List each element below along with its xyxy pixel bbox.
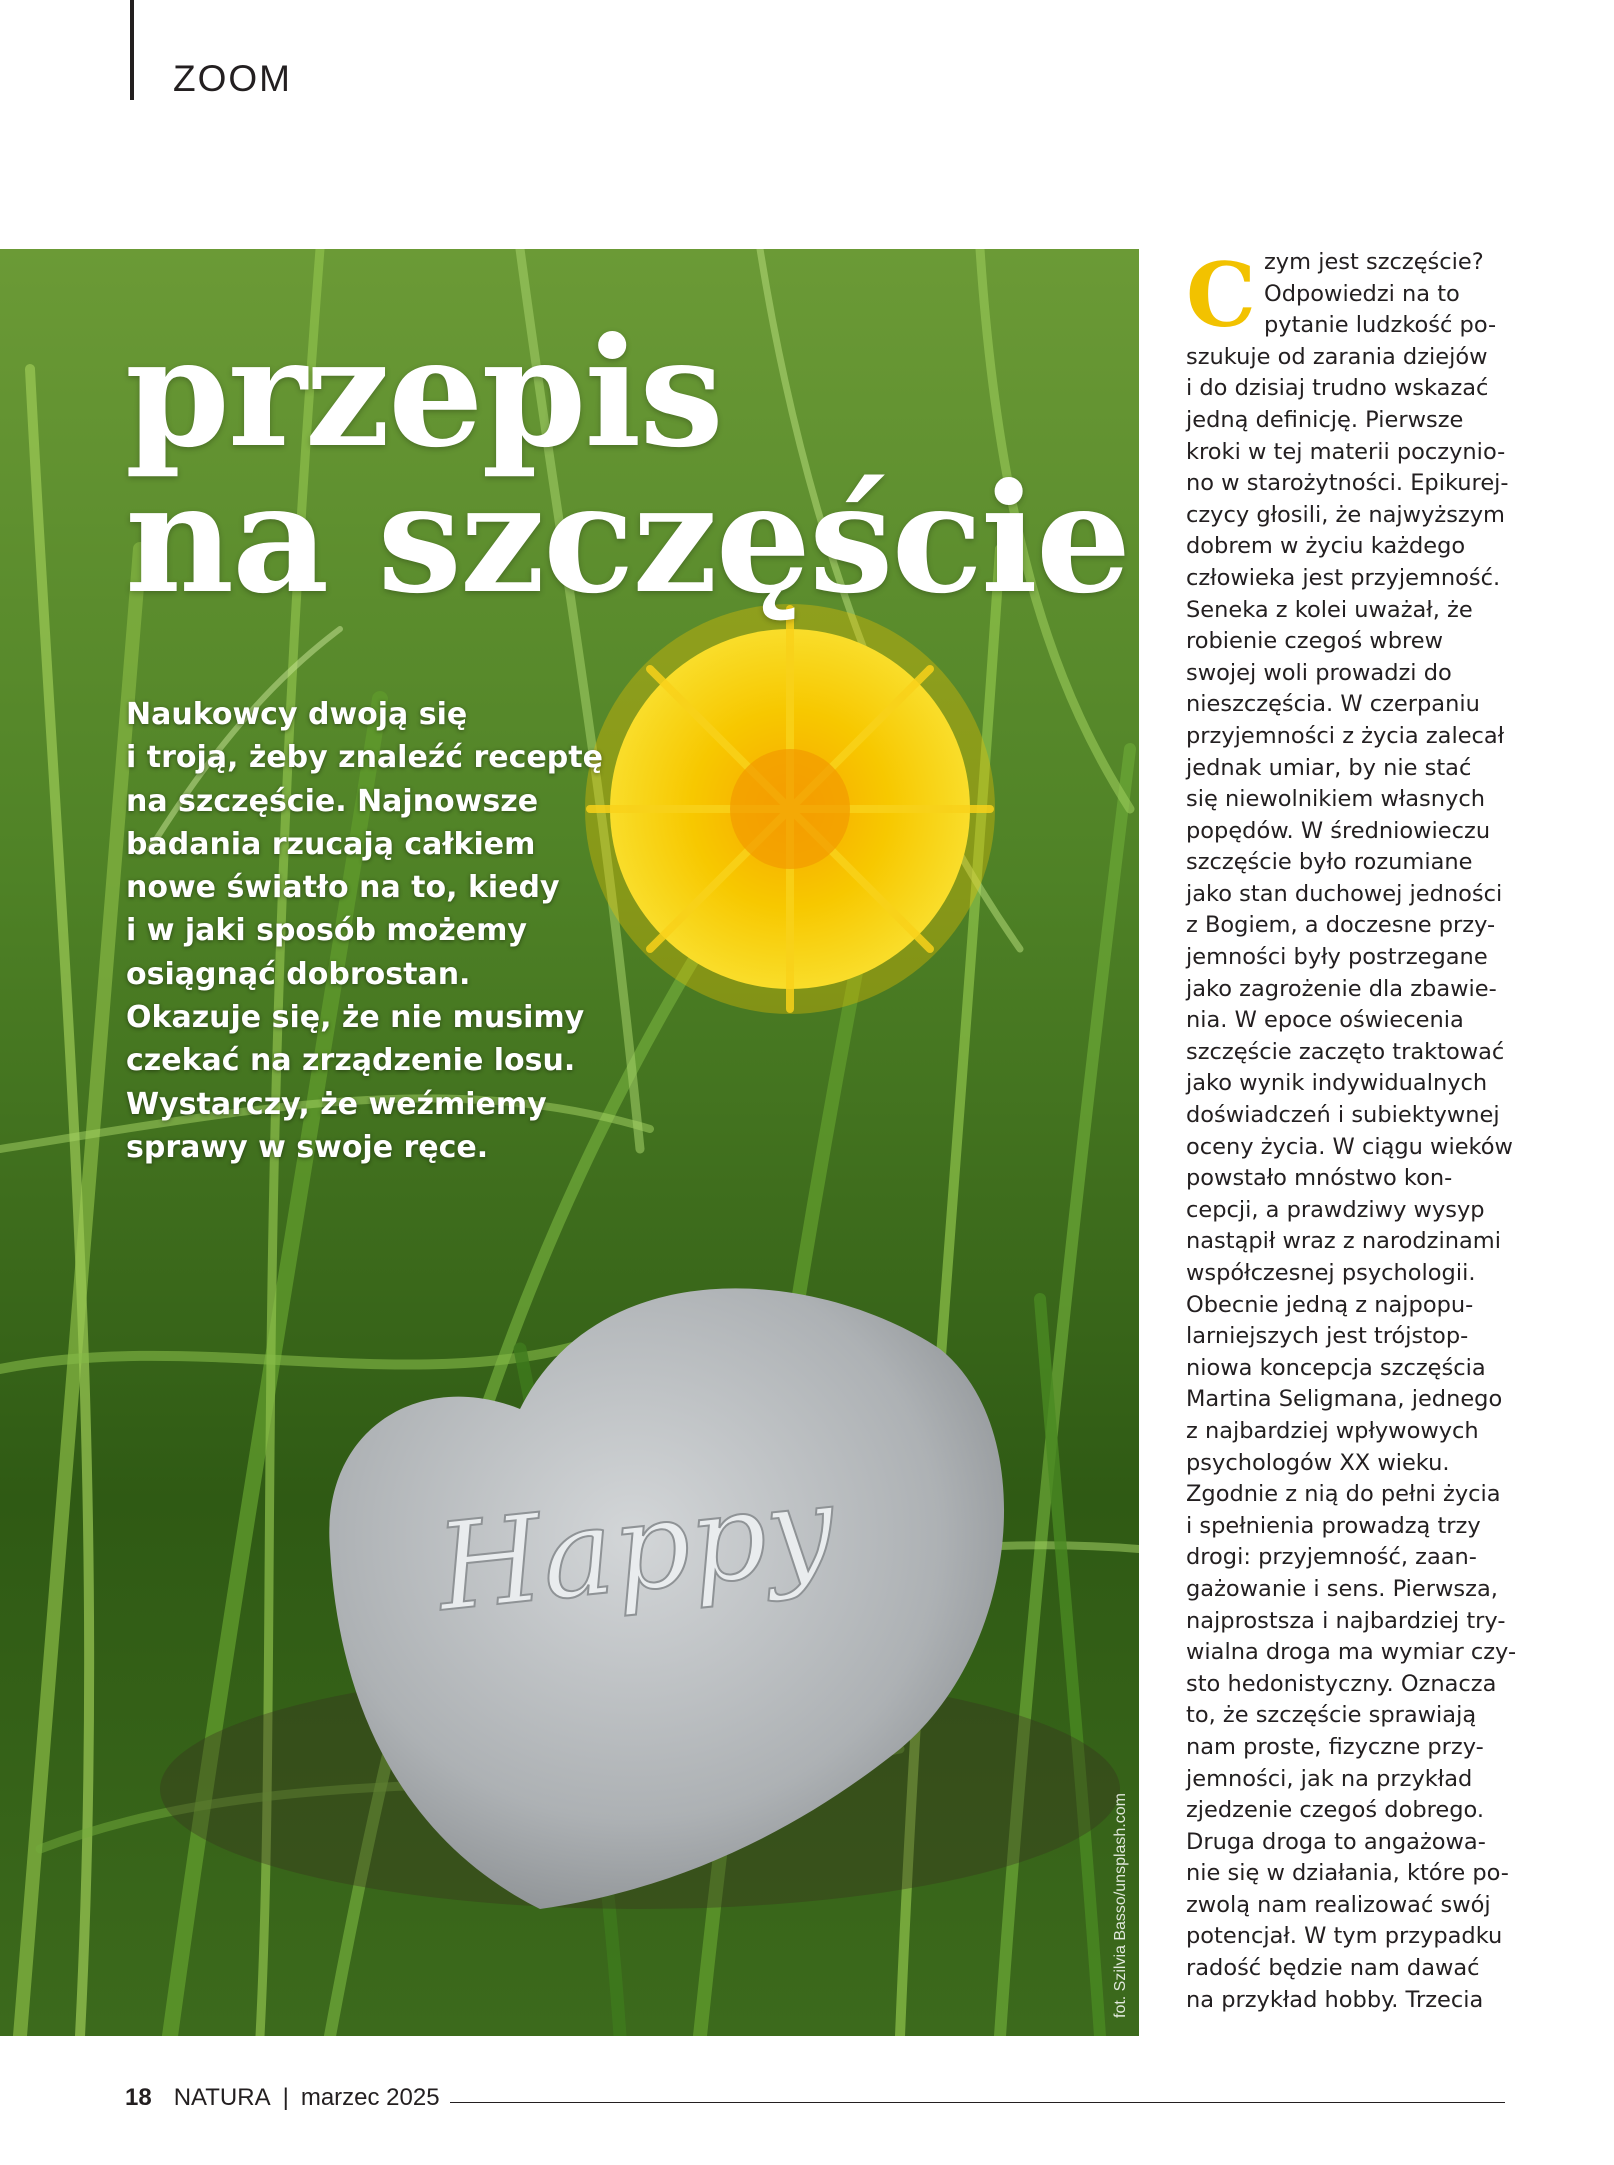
body-line: się niewolnikiem własnych [1186, 786, 1485, 813]
body-line: nia. W epoce oświecenia [1186, 1007, 1464, 1034]
body-line: i spełnienia prowadzą trzy [1186, 1512, 1481, 1539]
body-line: czycy głosili, że najwyższym [1186, 501, 1505, 528]
issue-date: marzec 2025 [300, 2084, 440, 2111]
lead-line: badania rzucają całkiem [126, 826, 536, 862]
body-line: jedną definicję. Pierwsze [1186, 406, 1464, 433]
body-line: na przykład hobby. Trzecia [1186, 1986, 1484, 2013]
body-line: jako stan duchowej jedności [1186, 880, 1503, 907]
body-line: niowa koncepcja szczęścia [1186, 1354, 1486, 1381]
body-line: gażowanie i sens. Pierwsza, [1186, 1575, 1498, 1602]
headline [125, 305, 1130, 627]
body-line: potencjał. W tym przypadku [1186, 1923, 1503, 1950]
body-line: nastąpił wraz z narodzinami [1186, 1228, 1501, 1255]
page-number: 18 [125, 2084, 152, 2111]
lead-line: sprawy w swoje ręce. [126, 1129, 489, 1165]
lead-line: Okazuje się, że nie musimy [126, 1000, 585, 1036]
body-line: powstało mnóstwo kon- [1186, 1165, 1453, 1192]
body-line: robienie czegoś wbrew [1186, 628, 1444, 655]
footer-separator: | [282, 2084, 289, 2111]
body-line: Martina Seligmana, jednego [1186, 1386, 1503, 1413]
lead-line: i w jaki sposób możemy [126, 913, 527, 949]
page-footer [125, 2084, 440, 2112]
body-line: swojej woli prowadzi do [1186, 659, 1452, 686]
body-line: z Bogiem, a doczesne przy- [1186, 912, 1496, 939]
body-line: nieszczęścia. W czerpaniu [1186, 691, 1480, 718]
body-line: nie się w działania, które po- [1186, 1860, 1509, 1887]
lead-paragraph [126, 693, 646, 1169]
body-line: najprostsza i najbardziej try- [1186, 1607, 1506, 1634]
magazine-name: NATURA [173, 2084, 271, 2111]
body-line: Obecnie jedną z najpopu- [1186, 1291, 1474, 1318]
section-rule [130, 0, 134, 100]
body-line: jemności, jak na przykład [1186, 1765, 1473, 1792]
body-line: szczęście było rozumiane [1186, 849, 1473, 876]
body-line: z najbardziej wpływowych [1186, 1417, 1479, 1444]
stone-text: Happy [430, 1458, 841, 1639]
body-line: pytanie ludzkość po- [1264, 312, 1497, 339]
body-line: to, że szczęście sprawiają [1186, 1702, 1477, 1729]
section-label: ZOOM [173, 58, 292, 99]
lead-line: Naukowcy dwoją się [126, 697, 468, 732]
body-line: Odpowiedzi na to [1264, 280, 1460, 307]
lead-line: nowe światło na to, kiedy [126, 870, 560, 906]
body-line: doświadczeń i subiektywnej [1186, 1102, 1500, 1129]
body-line: i do dzisiaj trudno wskazać [1186, 375, 1489, 402]
lead-line: czekać na zrządzenie losu. [126, 1043, 576, 1079]
photo-credit: fot. Szilvia Basso/unsplash.com [1112, 1793, 1129, 2018]
body-line: radość będzie nam dawać [1186, 1955, 1480, 1982]
body-line: jako zagrożenie dla zbawie- [1186, 975, 1497, 1002]
body-line: jako wynik indywidualnych [1186, 1070, 1488, 1097]
body-line: sto hedonistyczny. Oznacza [1186, 1670, 1497, 1697]
body-line: przyjemności z życia zalecał [1186, 722, 1505, 749]
body-line: zym jest szczęście? [1264, 249, 1484, 275]
body-line: oceny życia. W ciągu wieków [1186, 1133, 1513, 1160]
body-line: nam proste, fizyczne przy- [1186, 1733, 1484, 1760]
body-line: Druga droga to angażowa- [1186, 1828, 1486, 1855]
body-line: zwolą nam realizować swój [1186, 1891, 1491, 1918]
dandelion-flower [585, 604, 995, 1014]
lead-line: Wystarczy, że weźmiemy [126, 1086, 547, 1122]
body-line: cepcji, a prawdziwy wysyp [1186, 1196, 1485, 1223]
body-line: jemności były postrzegane [1186, 944, 1488, 971]
body-line: Seneka z kolei uważał, że [1186, 596, 1473, 623]
body-line: larniejszych jest trójstop- [1186, 1323, 1469, 1350]
body-line: no w starożytności. Epikurej- [1186, 470, 1509, 497]
drop-cap: C [1186, 243, 1257, 347]
body-text-column [1186, 243, 1517, 2016]
headline-line-2: na szczęście [125, 451, 1130, 627]
body-line: jednak umiar, by nie stać [1186, 754, 1472, 781]
body-line: Zgodnie z nią do pełni życia [1186, 1481, 1501, 1508]
lead-line: na szczęście. Najnowsze [126, 783, 539, 819]
footer-rule [450, 2102, 1505, 2103]
body-line: współczesnej psychologii. [1186, 1260, 1476, 1286]
headline-line-1: przepis [125, 305, 722, 481]
body-line: popędów. W średniowieczu [1186, 817, 1491, 844]
lead-line: i troją, żeby znaleźć receptę [126, 740, 603, 776]
body-line: szczęście zaczęto traktować [1186, 1038, 1505, 1065]
body-line: drogi: przyjemność, zaan- [1186, 1544, 1477, 1571]
body-line: psychologów XX wieku. [1186, 1449, 1450, 1476]
body-line: szukuje od zarania dziejów [1186, 343, 1488, 370]
body-lines [1186, 243, 1517, 2016]
body-line: dobrem w życiu każdego [1186, 533, 1466, 560]
body-line: zjedzenie czegoś dobrego. [1186, 1797, 1485, 1824]
lead-line: osiągnąć dobrostan. [126, 956, 471, 992]
body-line: kroki w tej materii poczynio- [1186, 438, 1506, 465]
body-line: wialna droga ma wymiar czy- [1186, 1639, 1517, 1666]
body-line: człowieka jest przyjemność. [1186, 564, 1501, 591]
